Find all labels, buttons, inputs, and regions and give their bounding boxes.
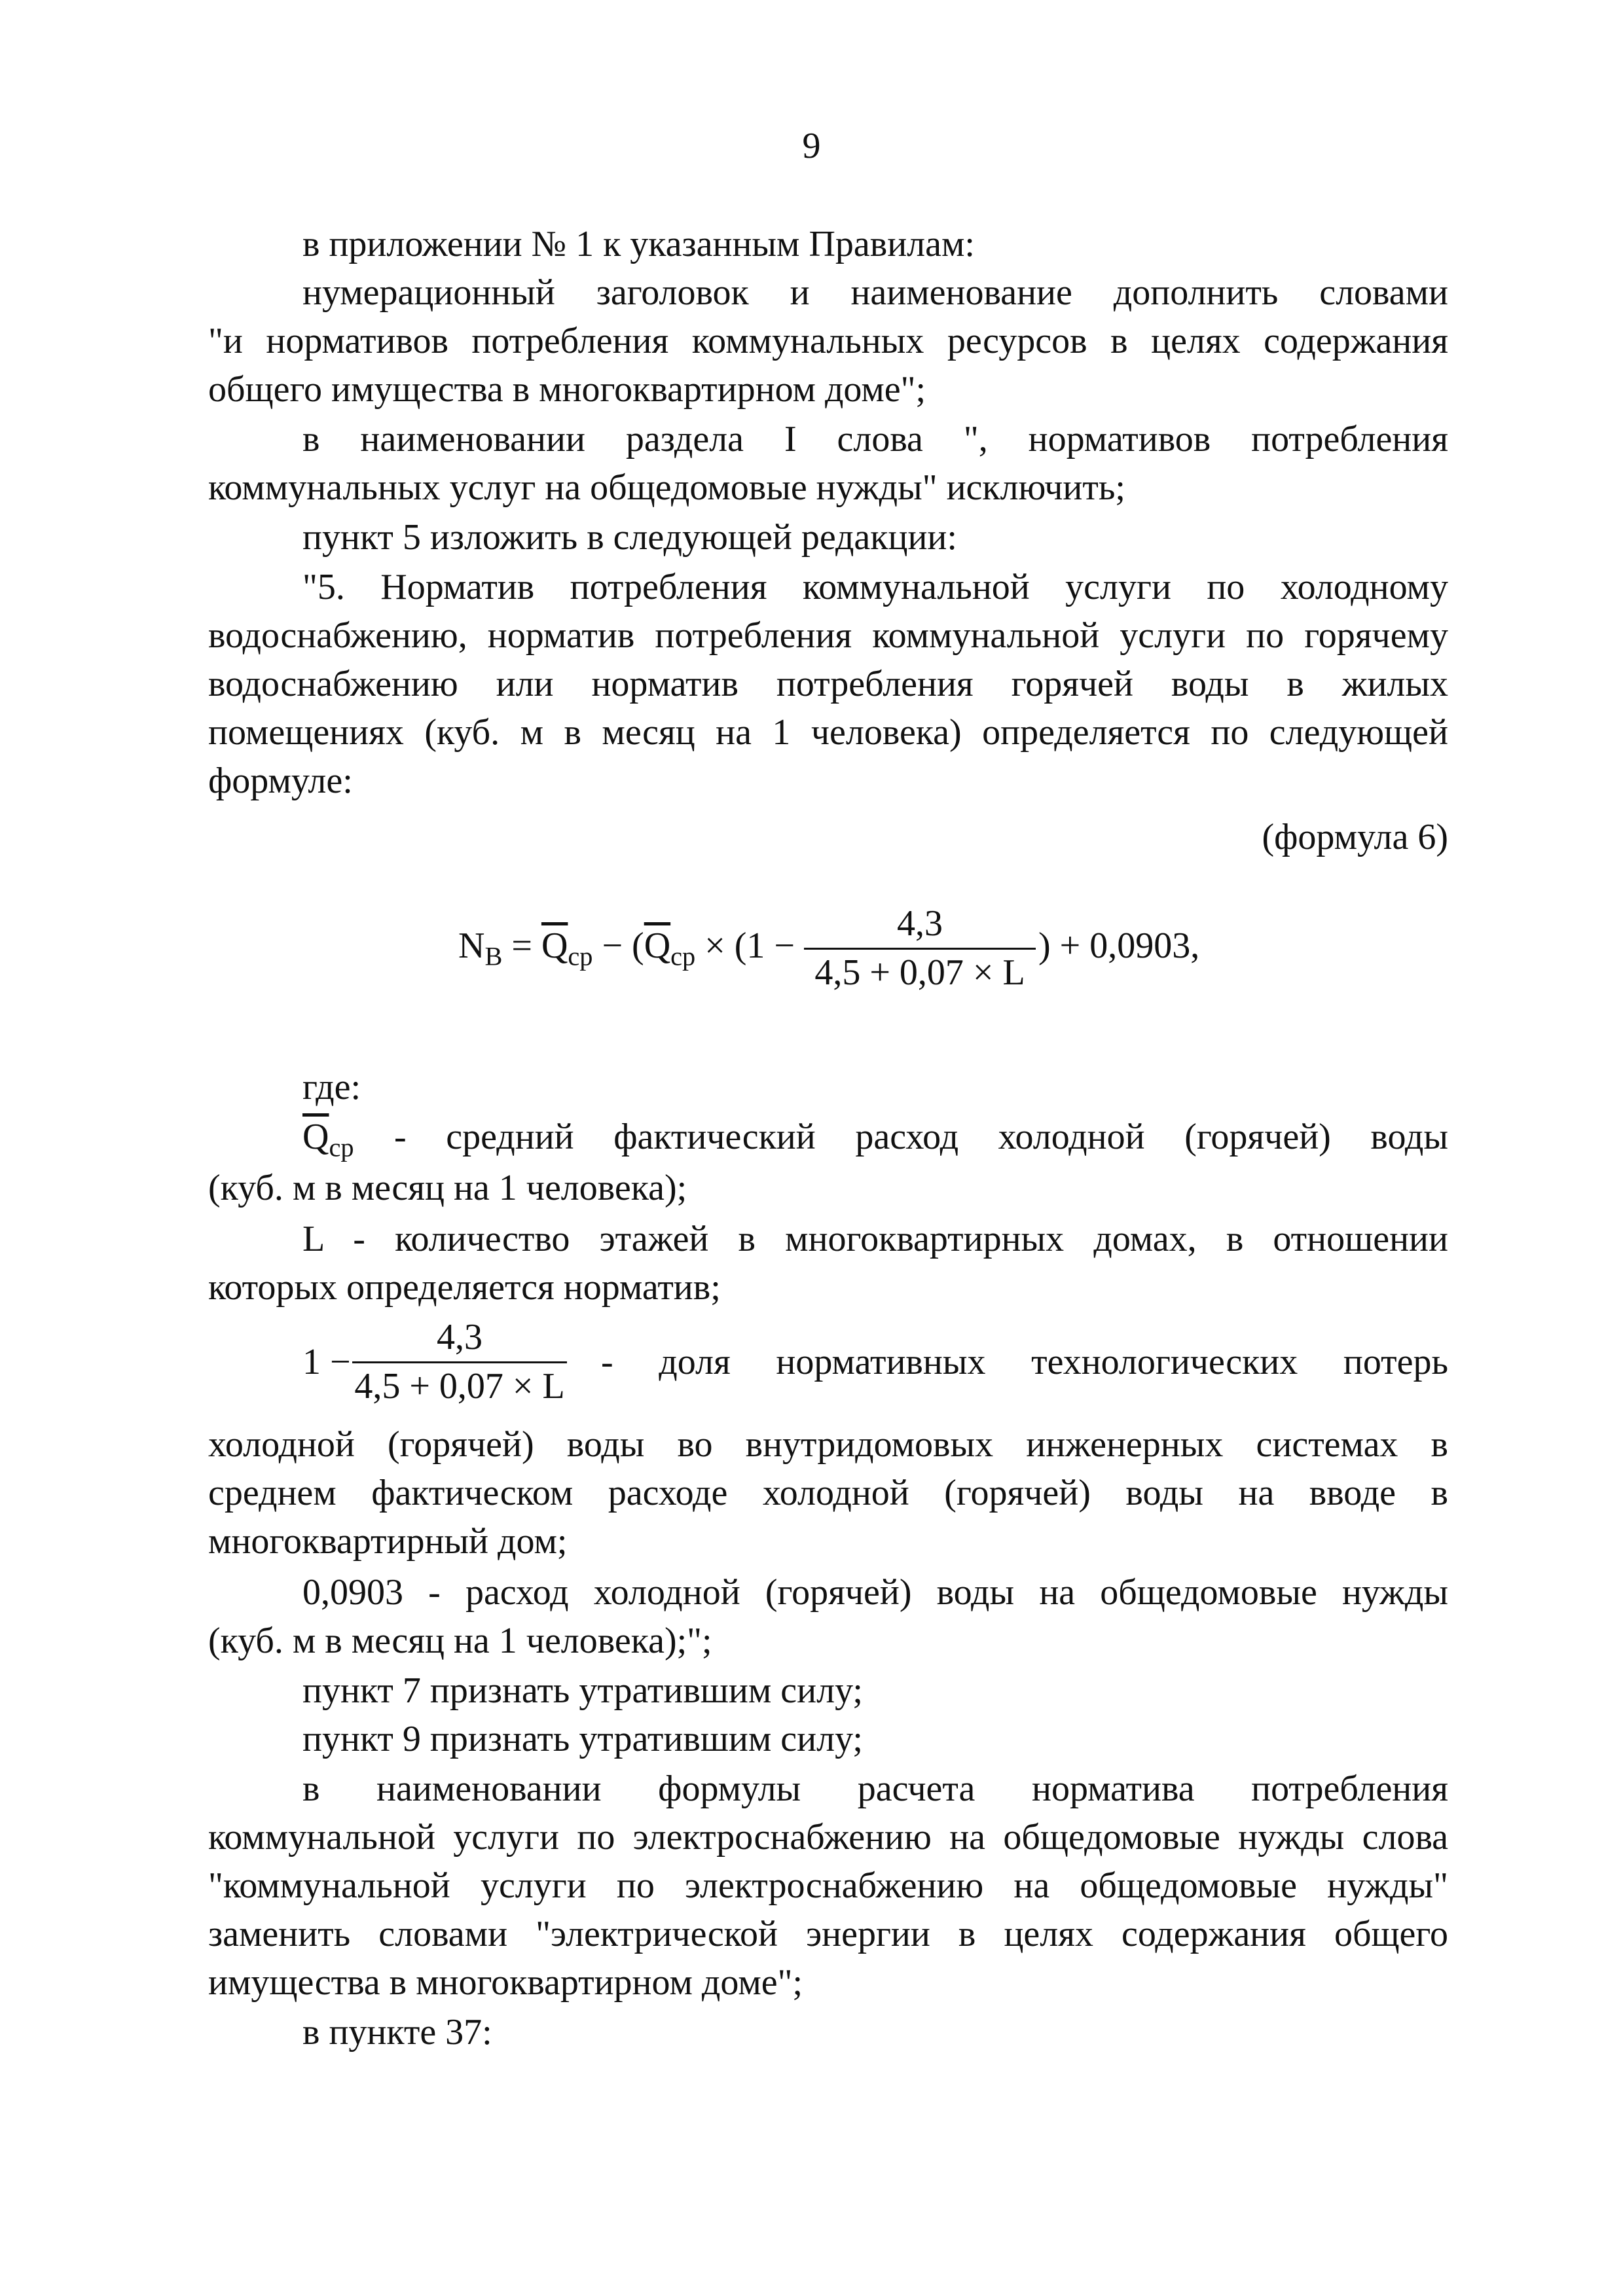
fraction-denominator: 4,5 + 0,07 × L (814, 952, 1025, 993)
text-line: водоснабжению, норматив потребления коммунальной услуги по горячему (208, 615, 1448, 656)
formula-times-one-minus: × (1 − (704, 925, 795, 966)
formula-eq: = (511, 925, 532, 966)
text-line: (куб. м в месяц на 1 человека); (208, 1168, 687, 1208)
fraction-bar (352, 1361, 567, 1363)
formula-right: ) + 0,0903, (1038, 925, 1200, 966)
text-line: имущества в многоквартирном доме"; (208, 1962, 803, 2003)
text-line: многоквартирный дом; (208, 1521, 568, 1562)
text-line: холодной (горячей) воды во внутридомовых инженерных системах в (208, 1424, 1448, 1465)
text-line: формуле: (208, 761, 353, 801)
text-line: "5. Норматив потребления коммунальной услуги по холодному (302, 567, 1448, 607)
symbol-q (302, 1114, 354, 1170)
text-line: - средний фактический расход холодной (горячей) воды (394, 1117, 1448, 1157)
text-line: "и нормативов потребления коммунальных ресурсов в целях содержания (208, 321, 1448, 361)
text-line: коммунальных услуг на общедомовые нужды" исключить; (208, 467, 1125, 508)
formula-left (458, 923, 795, 979)
text-line: - доля нормативных технологических потерь (601, 1342, 1448, 1382)
text-line: заменить словами "электрической энергии в целях содержания общего (208, 1914, 1448, 1954)
formula-n: N (458, 925, 485, 966)
text-line: (куб. м в месяц на 1 человека);"; (208, 1621, 712, 1661)
fraction-numerator: 4,3 (897, 903, 943, 944)
formula-q-sub: ср (568, 941, 593, 971)
fraction-numerator: 4,3 (437, 1317, 483, 1357)
formula-label: (формула 6) (1262, 817, 1448, 857)
symbol-q-sub: ср (329, 1132, 354, 1162)
formula-minus-paren: − ( (602, 925, 644, 966)
loss-one-minus: 1 − (302, 1342, 351, 1382)
text-line: пункт 9 признать утратившим силу; (302, 1719, 863, 1759)
formula-q: $\overline{Q}$ (541, 925, 568, 966)
text-line: нумерационный заголовок и наименование дополнить словами (302, 272, 1448, 313)
text-line: в приложении № 1 к указанным Правилам: (302, 224, 975, 264)
text-line: которых определяется норматив; (208, 1267, 721, 1308)
fraction-denominator: 4,5 + 0,07 × L (354, 1366, 565, 1407)
loss-fraction (352, 1316, 567, 1408)
text-line: водоснабжению или норматив потребления горячей воды в жилых (208, 664, 1448, 704)
formula-n-sub: В (484, 941, 503, 971)
text-line: пункт 5 изложить в следующей редакции: (302, 517, 957, 558)
page-number: 9 (802, 126, 821, 166)
text-line: "коммунальной услуги по электроснабжению на общедомовые нужды" (208, 1865, 1448, 1906)
text-line: в наименовании раздела I слова ", нормативов потребления (302, 419, 1448, 459)
text-line: пункт 7 признать утратившим силу; (302, 1670, 863, 1711)
formula-fraction (804, 902, 1036, 994)
text-line: коммунальной услуги по электроснабжению на общедомовые нужды слова (208, 1817, 1448, 1857)
text-line: в наименовании формулы расчета норматива потребления (302, 1768, 1448, 1809)
text-line: в пункте 37: (302, 2012, 492, 2053)
formula-q-sub: ср (670, 941, 696, 971)
fraction-bar (804, 948, 1036, 950)
symbol-q-letter: $\overline{Q}$ (302, 1117, 329, 1157)
text-line: где: (302, 1067, 361, 1107)
formula-q: $\overline{Q}$ (644, 925, 671, 966)
text-line: L - количество этажей в многоквартирных домах, в отношении (302, 1219, 1448, 1259)
text-line: среднем фактическом расходе холодной (горячей) воды на вводе в (208, 1473, 1448, 1513)
text-line: общего имущества в многоквартирном доме"; (208, 369, 926, 410)
text-line: помещениях (куб. м в месяц на 1 человека) определяется по следующей (208, 712, 1448, 753)
text-line: 0,0903 - расход холодной (горячей) воды на общедомовые нужды (302, 1572, 1448, 1613)
